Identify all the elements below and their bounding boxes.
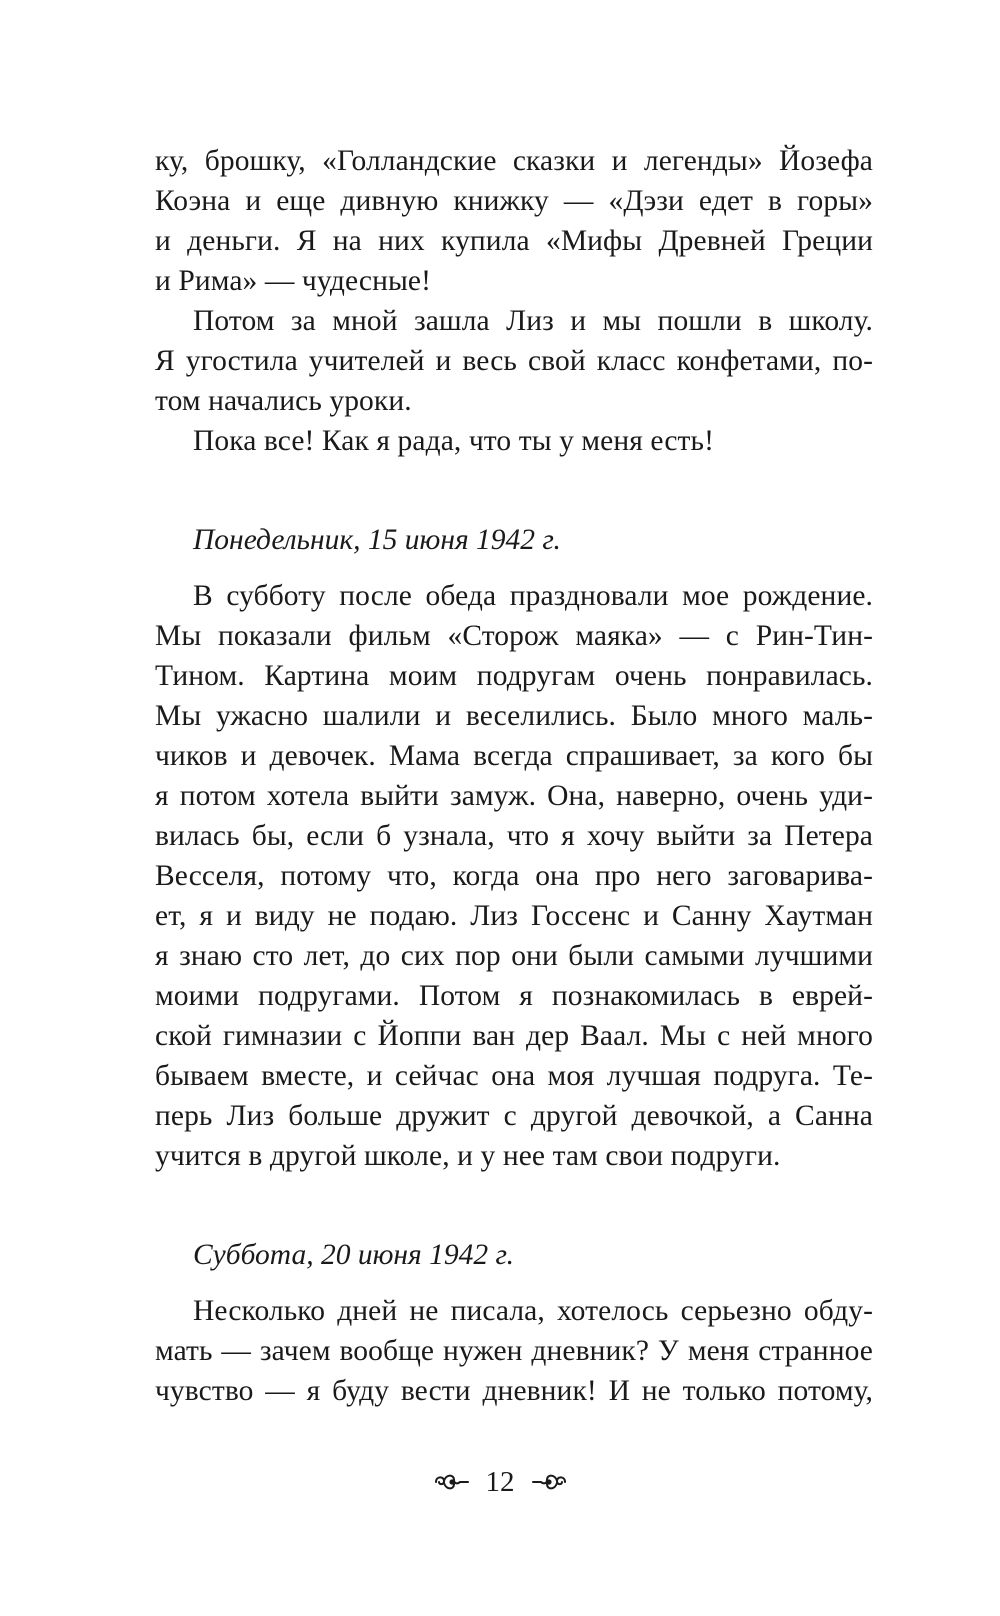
text-line: Коэна и еще дивную книжку — «Дэзи едет в горы» bbox=[155, 185, 873, 217]
text-line: чиков и девочек. Мама всегда спрашивает, за кого бы bbox=[155, 740, 873, 772]
text-line: перь Лиз больше дружит с другой девочкой, а Санна bbox=[155, 1100, 873, 1132]
page-number: 12 bbox=[485, 1466, 515, 1498]
text-line: Пока все! Как я рада, что ты у меня есть! bbox=[193, 425, 714, 457]
diary-entry-date: Понедельник, 15 июня 1942 г. bbox=[193, 524, 561, 556]
text-line: учится в другой школе, и у нее там свои подруги. bbox=[155, 1140, 781, 1172]
text-line: бываем вместе, и сейчас она моя лучшая подруга. Те- bbox=[155, 1060, 873, 1092]
text-line: Тином. Картина моим подругам очень понравилась. bbox=[155, 660, 873, 692]
text-line: Несколько дней не писала, хотелось серьезно обду- bbox=[193, 1295, 873, 1327]
text-line: В субботу после обеда праздновали мое рождение. bbox=[193, 580, 873, 612]
text-line: Мы показали фильм «Сторож маяка» — с Рин-Тин- bbox=[155, 620, 873, 652]
text-line: Весселя, потому что, когда она про него заговарива- bbox=[155, 860, 873, 892]
text-line: Мы ужасно шалили и веселились. Было много маль- bbox=[155, 700, 873, 732]
text-line: и деньги. Я на них купила «Мифы Древней Греции bbox=[155, 225, 873, 257]
text-line: вилась бы, если б узнала, что я хочу выйти за Петера bbox=[155, 820, 873, 852]
text-line: я потом хотела выйти замуж. Она, наверно, очень уди- bbox=[155, 780, 873, 812]
text-line: ку, брошку, «Голландские сказки и легенды» Йозефа bbox=[155, 145, 873, 177]
text-line: мать — зачем вообще нужен дневник? У меня странное bbox=[155, 1335, 873, 1367]
text-line: чувство — я буду вести дневник! И не только потому, bbox=[155, 1375, 873, 1407]
flourish-ornament-icon bbox=[432, 1470, 472, 1494]
text-line: Потом за мной зашла Лиз и мы пошли в школу. bbox=[193, 305, 873, 337]
text-line: том начались уроки. bbox=[155, 385, 412, 417]
diary-entry-date: Суббота, 20 июня 1942 г. bbox=[193, 1239, 514, 1271]
flourish-ornament-icon bbox=[529, 1470, 569, 1494]
page-footer bbox=[0, 1462, 1000, 1502]
text-line: ской гимназии с Йоппи ван дер Ваал. Мы с ней много bbox=[155, 1020, 873, 1052]
text-line: я знаю сто лет, до сих пор они были самыми лучшими bbox=[155, 940, 873, 972]
text-line: моими подругами. Потом я познакомилась в еврей- bbox=[155, 980, 873, 1012]
text-line: и Рима» — чудесные! bbox=[155, 265, 431, 297]
text-line: Я угостила учителей и весь свой класс конфетами, по- bbox=[155, 345, 873, 377]
text-line: ет, я и виду не подаю. Лиз Госсенс и Санну Хаутман bbox=[155, 900, 873, 932]
